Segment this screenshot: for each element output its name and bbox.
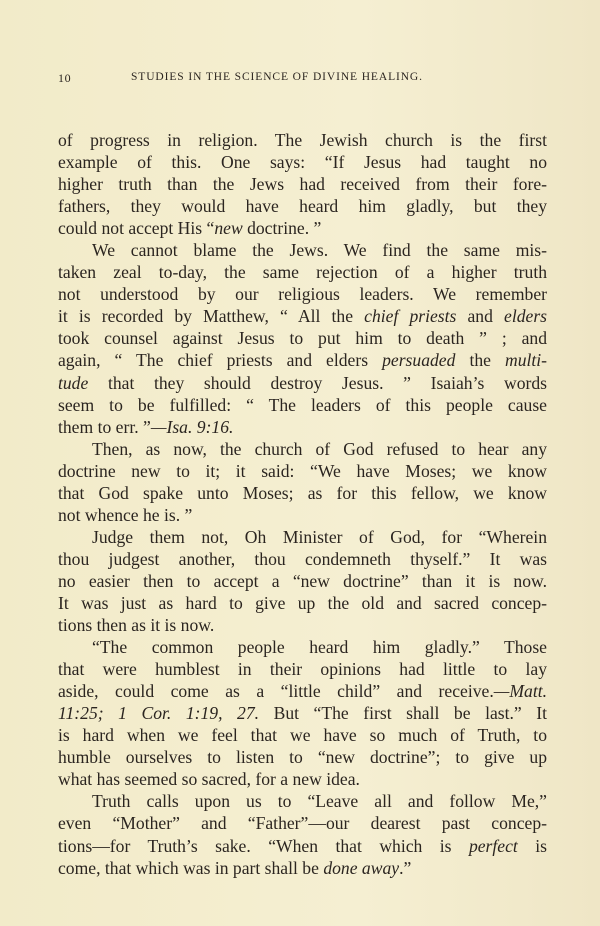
text-line: [58, 261, 547, 283]
text-segment: it is recorded by Matthew, “ All the: [58, 306, 365, 327]
page-number: 10: [58, 71, 72, 85]
text-line: [58, 460, 547, 482]
running-title: STUDIES IN THE SCIENCE OF DIVINE HEALING.: [131, 71, 423, 83]
text-segment: .”: [399, 857, 412, 878]
text-segment: higher truth than the Jews had received from their fore-: [58, 174, 547, 195]
text-segment: not whence he is. ”: [58, 504, 193, 525]
italic-text: elders: [504, 306, 548, 327]
text-segment: that God spake unto Moses; as for this fellow, we know: [58, 482, 547, 503]
text-segment: doctrine new to it; it said: “We have Moses; we know: [58, 460, 547, 481]
text-segment: “The common people heard him gladly.” Those: [92, 637, 547, 658]
text-line: [58, 746, 547, 768]
text-line: [58, 416, 547, 438]
body-text: [58, 129, 547, 879]
text-line: [58, 614, 547, 636]
text-line: [58, 812, 547, 834]
text-line: [58, 768, 547, 790]
italic-text: multi-: [504, 350, 548, 371]
text-line: [58, 372, 547, 394]
italic-text: —Matt.: [493, 681, 547, 702]
italic-text: tude: [58, 372, 89, 393]
text-segment: tions—for Truth’s sake. “When that which is: [58, 835, 469, 856]
text-segment: again, “ The chief priests and elders: [58, 350, 383, 371]
text-segment: is: [517, 835, 547, 856]
text-line: [58, 129, 547, 151]
text-segment: the: [455, 350, 505, 371]
text-segment: come, that which was in part shall be: [58, 857, 324, 878]
text-segment: Then, as now, the church of God refused to hear any: [92, 438, 547, 459]
text-line: [58, 394, 547, 416]
text-segment: not understood by our religious leaders. We remember: [58, 284, 547, 305]
italic-text: —Isa. 9:16.: [150, 416, 234, 437]
italic-text: done away: [323, 857, 400, 878]
text-segment: what has seemed so sacred, for a new idea.: [58, 769, 360, 790]
text-line: [58, 438, 547, 460]
text-line: [58, 151, 547, 173]
text-segment: example of this. One says: “If Jesus had taught no: [58, 152, 547, 173]
text-segment: We cannot blame the Jews. We find the same mis-: [92, 240, 547, 261]
text-segment: that they should destroy Jesus. ” Isaiah’s words: [88, 372, 547, 393]
text-line: [58, 195, 547, 217]
text-line: [58, 239, 547, 261]
text-segment: It was just as hard to give up the old and sacred concep-: [58, 592, 547, 613]
text-segment: Judge them not, Oh Minister of God, for “Wherein: [92, 526, 547, 547]
text-segment: But “The first shall be last.” It: [259, 703, 547, 724]
italic-text: persuaded: [382, 350, 456, 371]
text-line: [58, 327, 547, 349]
text-line: [58, 570, 547, 592]
text-segment: taken zeal to-day, the same rejection of a higher truth: [58, 262, 547, 283]
text-segment: tions then as it is now.: [58, 615, 215, 636]
text-line: [58, 835, 547, 857]
text-segment: them to err. ”: [58, 416, 151, 437]
text-line: [58, 592, 547, 614]
text-line: [58, 526, 547, 548]
text-segment: thou judgest another, thou condemneth thyself.” It was: [58, 548, 547, 569]
text-segment: that were humblest in their opinions had little to lay: [58, 659, 547, 680]
text-segment: humble ourselves to listen to “new doctrine”; to give up: [58, 747, 547, 768]
text-line: [58, 702, 547, 724]
text-line: [58, 217, 547, 239]
text-segment: is hard when we feel that we have so much of Truth, to: [58, 725, 547, 746]
text-line: [58, 857, 547, 879]
running-header: [58, 71, 548, 89]
text-segment: of progress in religion. The Jewish church is the first: [58, 130, 547, 150]
text-line: [58, 724, 547, 746]
text-line: [58, 548, 547, 570]
italic-text: chief priests: [364, 306, 457, 327]
text-line: [58, 790, 547, 812]
text-segment: took counsel against Jesus to put him to death ” ; and: [58, 328, 547, 349]
text-line: [58, 173, 547, 195]
text-line: [58, 680, 547, 702]
text-line: [58, 658, 547, 680]
text-line: [58, 636, 547, 658]
text-line: [58, 482, 547, 504]
text-segment: doctrine. ”: [242, 218, 322, 239]
text-segment: even “Mother” and “Father”—our dearest past concep-: [58, 813, 547, 834]
text-segment: fathers, they would have heard him gladly, but they: [58, 196, 547, 217]
text-segment: no easier then to accept a “new doctrine” than it is now.: [58, 570, 547, 591]
text-segment: seem to be fulfilled: “ The leaders of this people cause: [58, 394, 547, 415]
text-line: [58, 283, 547, 305]
italic-text: 11:25; 1 Cor. 1:19, 27.: [58, 703, 260, 724]
text-segment: and: [456, 306, 505, 327]
text-segment: could not accept His “: [58, 218, 215, 239]
italic-text: new: [214, 218, 243, 239]
italic-text: perfect: [468, 835, 518, 856]
text-segment: Truth calls upon us to “Leave all and follow Me,”: [92, 791, 547, 812]
text-line: [58, 305, 547, 327]
text-segment: aside, could come as a “little child” and receive.: [58, 681, 494, 702]
text-line: [58, 349, 547, 371]
text-line: [58, 504, 547, 526]
